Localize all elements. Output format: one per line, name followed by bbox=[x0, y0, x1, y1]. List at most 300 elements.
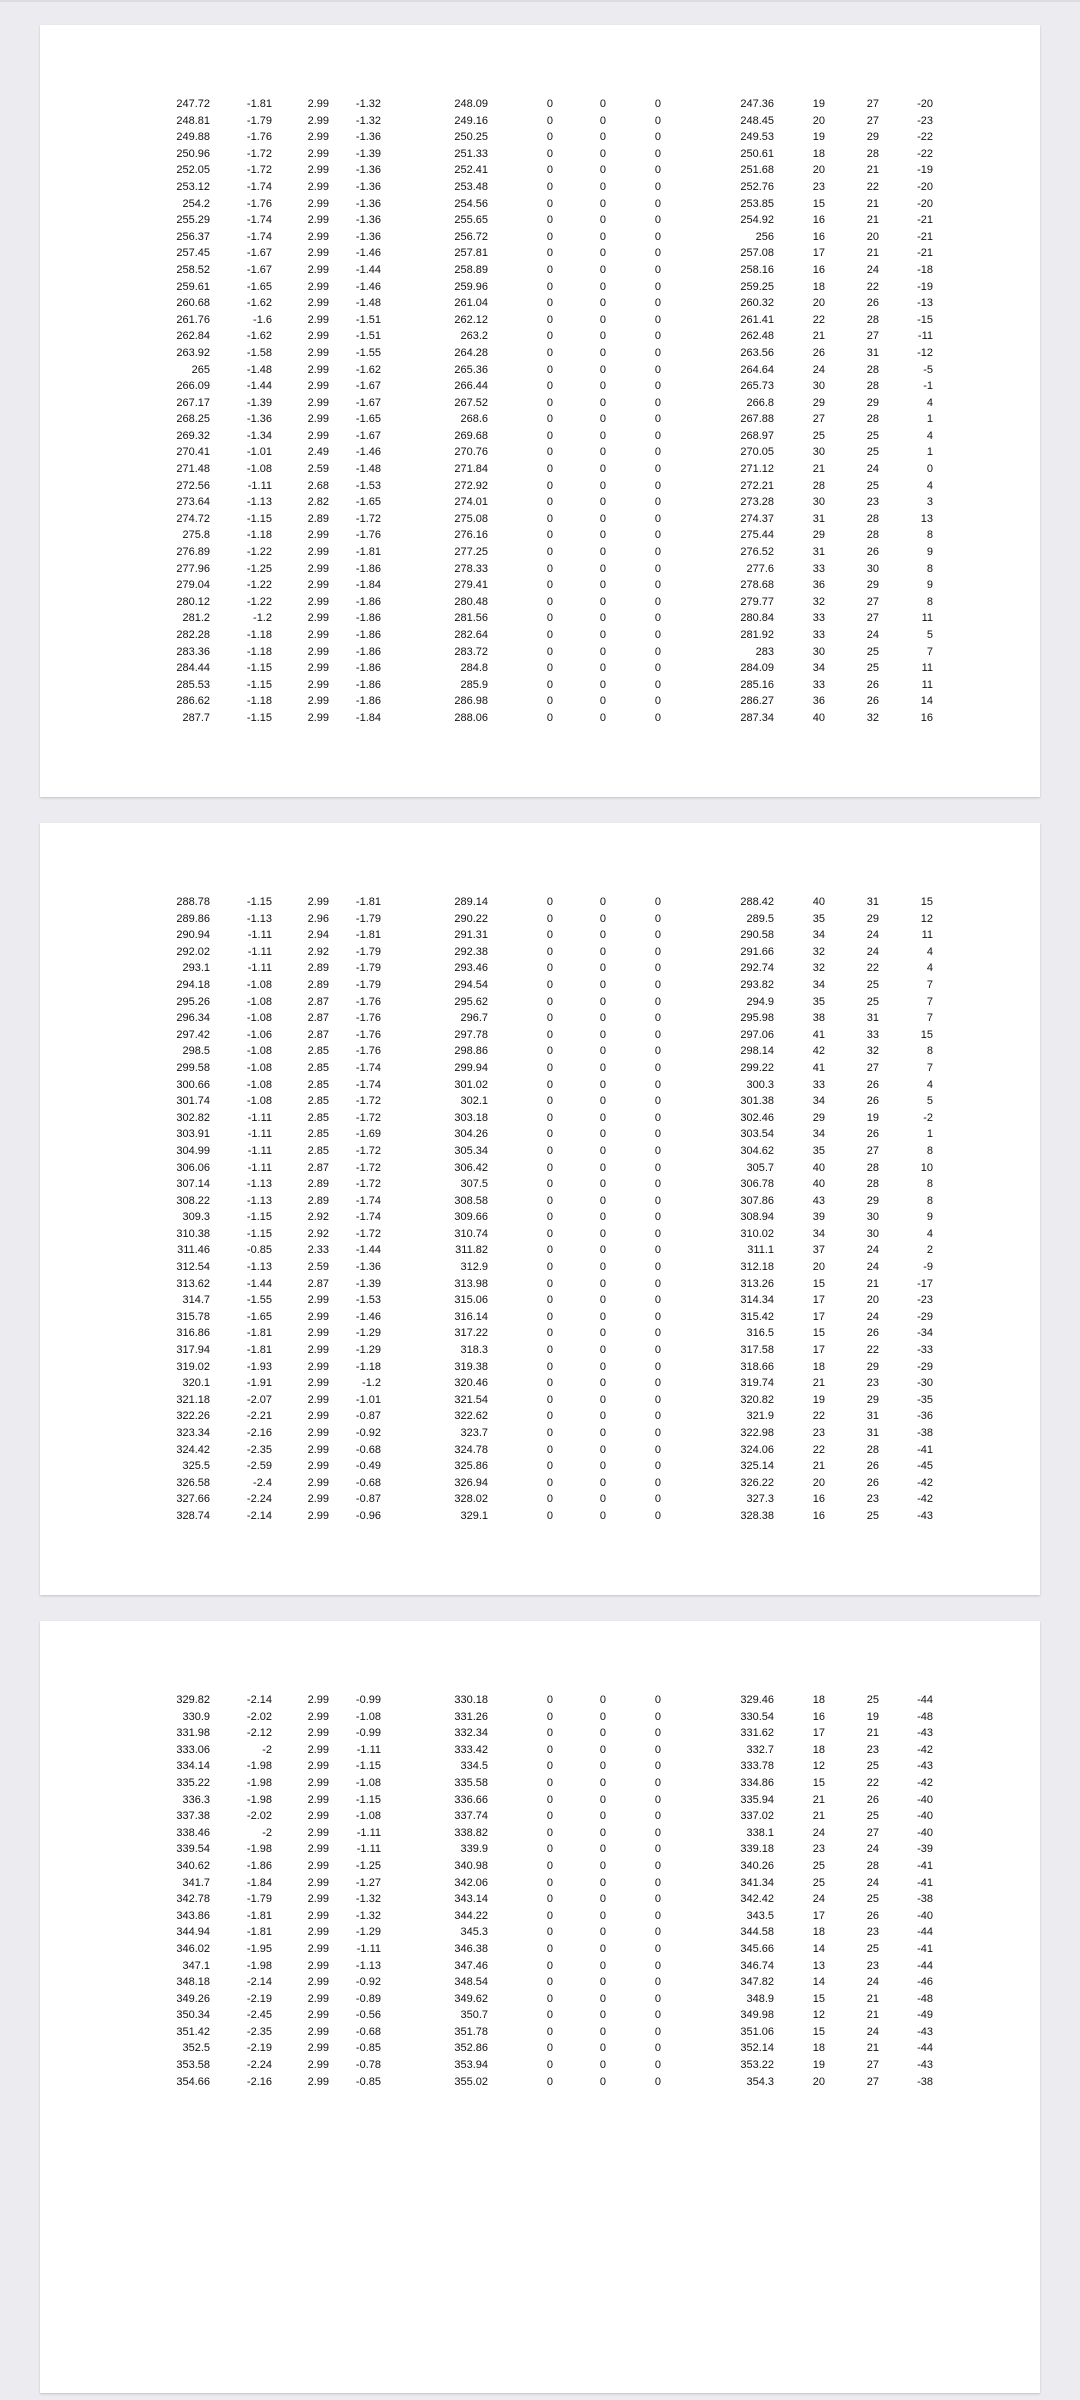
table-cell: -21 bbox=[917, 230, 933, 243]
table-cell: 2.99 bbox=[307, 2025, 329, 2038]
table-cell: 2.99 bbox=[307, 1710, 329, 1723]
table-cell: 0 bbox=[599, 711, 606, 724]
table-cell: 25 bbox=[866, 978, 879, 991]
table-cell: -17 bbox=[917, 1277, 933, 1290]
table-cell: 2.87 bbox=[307, 1028, 329, 1041]
table-cell: 296.7 bbox=[460, 1012, 488, 1025]
table-cell: 267.52 bbox=[454, 396, 488, 409]
table-cell: 17 bbox=[812, 1310, 825, 1323]
table-cell: 0 bbox=[599, 2059, 606, 2072]
table-cell: 2.99 bbox=[307, 579, 329, 592]
table-cell: 2.99 bbox=[307, 2042, 329, 2055]
table-cell: 21 bbox=[866, 214, 879, 227]
table-cell: 0 bbox=[599, 1111, 606, 1124]
table-cell: 324.42 bbox=[176, 1443, 210, 1456]
table-cell: 321.54 bbox=[454, 1393, 488, 1406]
table-cell: -0.99 bbox=[355, 1694, 381, 1706]
table-cell: 0 bbox=[654, 1377, 661, 1390]
table-cell: 2.94 bbox=[307, 929, 329, 942]
table-cell: 312.54 bbox=[176, 1261, 210, 1274]
table-cell: 301.74 bbox=[176, 1095, 210, 1108]
table-cell: 320.1 bbox=[182, 1377, 210, 1390]
table-row bbox=[166, 196, 933, 213]
table-row bbox=[166, 1043, 933, 1060]
table-row bbox=[166, 527, 933, 544]
table-cell: 4 bbox=[926, 1078, 933, 1091]
table-cell: 2.99 bbox=[307, 1344, 329, 1357]
table-cell: 0 bbox=[546, 912, 553, 925]
table-cell: 250.96 bbox=[176, 147, 210, 160]
table-cell: 0 bbox=[546, 1476, 553, 1489]
table-cell: 2.99 bbox=[307, 1992, 329, 2005]
table-cell: 0 bbox=[546, 1493, 553, 1506]
table-cell: 2.99 bbox=[307, 1294, 329, 1307]
table-cell: -36 bbox=[917, 1410, 933, 1423]
table-cell: 290.94 bbox=[176, 929, 210, 942]
table-cell: 0 bbox=[546, 1377, 553, 1390]
table-cell: -1.76 bbox=[246, 131, 272, 144]
table-cell: -1.39 bbox=[246, 396, 272, 409]
table-cell: -0.87 bbox=[355, 1493, 381, 1506]
table-cell: 316.5 bbox=[746, 1327, 774, 1340]
table-cell: -19 bbox=[917, 164, 933, 177]
table-cell: 270.05 bbox=[740, 446, 774, 459]
table-cell: 353.22 bbox=[740, 2059, 774, 2072]
table-cell: 314.34 bbox=[740, 1294, 774, 1307]
table-cell: -1.08 bbox=[246, 1078, 272, 1091]
table-row bbox=[166, 229, 933, 246]
table-cell: 0 bbox=[599, 147, 606, 160]
table-cell: 0 bbox=[599, 1859, 606, 1872]
table-cell: -1.11 bbox=[247, 962, 272, 975]
table-cell: 0 bbox=[599, 197, 606, 210]
table-cell: 20 bbox=[812, 2075, 825, 2088]
table-cell: 0 bbox=[546, 280, 553, 293]
table-row bbox=[166, 1242, 933, 1259]
table-cell: 265.36 bbox=[454, 363, 488, 376]
table-cell: 0 bbox=[599, 297, 606, 310]
table-cell: 28 bbox=[866, 147, 879, 160]
table-cell: 30 bbox=[866, 1211, 879, 1224]
table-row bbox=[166, 1974, 933, 1991]
table-cell: 0 bbox=[654, 1178, 661, 1191]
table-cell: 0 bbox=[546, 562, 553, 575]
table-cell: 287.7 bbox=[182, 711, 210, 724]
table-cell: 348.18 bbox=[176, 1976, 210, 1989]
table-cell: 285.16 bbox=[740, 678, 774, 691]
table-cell: 353.94 bbox=[454, 2059, 488, 2072]
table-cell: 321.9 bbox=[746, 1410, 774, 1423]
table-cell: 0 bbox=[599, 579, 606, 592]
table-cell: 0 bbox=[599, 214, 606, 227]
viewer-top-edge bbox=[0, 0, 1080, 2]
table-cell: 28 bbox=[866, 1161, 879, 1174]
table-cell: 2.99 bbox=[307, 1909, 329, 1922]
table-cell: 26 bbox=[866, 1476, 879, 1489]
table-cell: 322.98 bbox=[740, 1427, 774, 1439]
table-cell: 0 bbox=[654, 496, 661, 509]
table-cell: 0 bbox=[546, 247, 553, 260]
table-cell: 0 bbox=[599, 1909, 606, 1922]
table-cell: -44 bbox=[917, 2042, 933, 2055]
table-cell: 5 bbox=[926, 629, 933, 641]
table-cell: 20 bbox=[866, 230, 879, 243]
table-cell: 4 bbox=[926, 962, 933, 975]
table-cell: -23 bbox=[917, 114, 933, 127]
table-cell: 32 bbox=[812, 962, 825, 975]
table-row bbox=[166, 1508, 933, 1525]
table-cell: 0 bbox=[546, 297, 553, 310]
table-cell: 2.99 bbox=[307, 1377, 329, 1390]
table-cell: 319.74 bbox=[740, 1377, 774, 1390]
table-cell: 41 bbox=[812, 1061, 825, 1074]
table-cell: -1.13 bbox=[355, 1959, 381, 1972]
table-cell: -1.11 bbox=[247, 1128, 272, 1141]
table-cell: 271.48 bbox=[176, 463, 210, 476]
table-row bbox=[166, 1392, 933, 1409]
table-row bbox=[166, 944, 933, 961]
table-cell: 36 bbox=[812, 695, 825, 708]
table-cell: 0 bbox=[546, 962, 553, 975]
table-cell: 328.74 bbox=[176, 1509, 210, 1522]
table-cell: -1.55 bbox=[355, 346, 381, 359]
table-cell: 0 bbox=[654, 2025, 661, 2038]
table-row bbox=[166, 1709, 933, 1726]
table-cell: 279.41 bbox=[454, 579, 488, 592]
table-cell: 0 bbox=[654, 1028, 661, 1041]
table-cell: 0 bbox=[546, 2042, 553, 2055]
table-row bbox=[166, 1408, 933, 1425]
table-cell: 31 bbox=[866, 1427, 879, 1439]
table-cell: 0 bbox=[654, 330, 661, 343]
table-cell: -1.36 bbox=[355, 230, 381, 243]
table-cell: 33 bbox=[812, 562, 825, 575]
table-cell: 25 bbox=[866, 479, 879, 492]
table-cell: -1.08 bbox=[355, 1710, 381, 1723]
table-cell: 280.84 bbox=[740, 612, 774, 625]
table-cell: -1.67 bbox=[355, 396, 381, 409]
table-row bbox=[166, 1475, 933, 1492]
table-cell: 281.92 bbox=[740, 629, 774, 641]
table-cell: -0.92 bbox=[355, 1976, 381, 1989]
table-cell: -1.11 bbox=[356, 1843, 381, 1856]
table-cell: 336.66 bbox=[454, 1793, 488, 1806]
table-cell: 0 bbox=[599, 413, 606, 426]
table-cell: 255.29 bbox=[176, 214, 210, 227]
table-cell: -1.15 bbox=[246, 1227, 272, 1240]
table-cell: 349.98 bbox=[740, 2009, 774, 2022]
table-cell: 24 bbox=[866, 629, 879, 641]
table-cell: 29 bbox=[866, 1393, 879, 1406]
table-cell: 36 bbox=[812, 579, 825, 592]
table-cell: 2.87 bbox=[307, 995, 329, 1008]
table-cell: -42 bbox=[917, 1476, 933, 1489]
table-cell: 16 bbox=[812, 263, 825, 276]
table-cell: 18 bbox=[812, 1360, 825, 1373]
table-cell: 24 bbox=[866, 1310, 879, 1323]
table-cell: 31 bbox=[866, 1410, 879, 1423]
table-cell: 2.99 bbox=[307, 330, 329, 343]
table-cell: -1.01 bbox=[355, 1393, 381, 1406]
table-cell: 2.99 bbox=[307, 562, 329, 575]
table-cell: 269.68 bbox=[454, 429, 488, 442]
table-cell: -38 bbox=[917, 1893, 933, 1906]
table-cell: 0 bbox=[654, 1277, 661, 1290]
table-row bbox=[166, 693, 933, 710]
table-cell: 279.77 bbox=[740, 595, 774, 608]
table-cell: 0 bbox=[546, 2025, 553, 2038]
table-cell: -1.2 bbox=[362, 1377, 381, 1390]
table-cell: -1.65 bbox=[246, 280, 272, 293]
table-cell: 0 bbox=[546, 1161, 553, 1174]
table-cell: 0 bbox=[599, 98, 606, 110]
table-cell: 2.99 bbox=[307, 346, 329, 359]
table-cell: 28 bbox=[866, 1859, 879, 1872]
table-cell: 0 bbox=[546, 98, 553, 110]
table-cell: 26 bbox=[866, 1078, 879, 1091]
table-cell: 2.85 bbox=[307, 1045, 329, 1058]
table-cell: 308.58 bbox=[454, 1194, 488, 1207]
table-cell: 271.12 bbox=[740, 463, 774, 476]
table-cell: -1.74 bbox=[355, 1078, 381, 1091]
table-cell: -0.87 bbox=[355, 1410, 381, 1423]
table-row bbox=[166, 1924, 933, 1941]
table-cell: 0 bbox=[654, 164, 661, 177]
table-cell: 23 bbox=[866, 1743, 879, 1756]
table-cell: -1.15 bbox=[246, 896, 272, 908]
table-row bbox=[166, 1692, 933, 1709]
table-cell: 2.99 bbox=[307, 363, 329, 376]
table-cell: -1.72 bbox=[355, 512, 381, 525]
table-cell: 317.58 bbox=[740, 1344, 774, 1357]
table-cell: 0 bbox=[599, 1843, 606, 1856]
table-cell: 301.02 bbox=[454, 1078, 488, 1091]
table-cell: -49 bbox=[917, 2009, 933, 2022]
table-cell: 304.26 bbox=[454, 1128, 488, 1141]
table-cell: 0 bbox=[599, 1876, 606, 1889]
table-cell: 264.64 bbox=[740, 363, 774, 376]
table-cell: 267.17 bbox=[176, 396, 210, 409]
table-cell: 1 bbox=[926, 1128, 933, 1141]
table-cell: 0 bbox=[599, 595, 606, 608]
table-cell: 24 bbox=[812, 363, 825, 376]
table-cell: 21 bbox=[812, 463, 825, 476]
table-cell: 0 bbox=[546, 929, 553, 942]
table-cell: 280.12 bbox=[176, 595, 210, 608]
table-row bbox=[166, 345, 933, 362]
table-row bbox=[166, 1359, 933, 1376]
table-cell: 0 bbox=[654, 912, 661, 925]
table-cell: 262.84 bbox=[176, 330, 210, 343]
table-cell: 0 bbox=[654, 446, 661, 459]
table-cell: 30 bbox=[866, 562, 879, 575]
table-cell: -41 bbox=[917, 1859, 933, 1872]
table-cell: 342.06 bbox=[454, 1876, 488, 1889]
table-cell: 0 bbox=[546, 2075, 553, 2088]
table-row bbox=[166, 927, 933, 944]
table-cell: -41 bbox=[917, 1443, 933, 1456]
table-cell: -1.62 bbox=[246, 297, 272, 310]
table-cell: 0 bbox=[654, 280, 661, 293]
table-cell: 326.22 bbox=[740, 1476, 774, 1489]
table-cell: -1.36 bbox=[355, 131, 381, 144]
table-cell: 0 bbox=[599, 1710, 606, 1723]
table-cell: 0 bbox=[599, 1227, 606, 1240]
table-cell: 0 bbox=[654, 695, 661, 708]
table-row bbox=[166, 428, 933, 445]
table-cell: 0 bbox=[654, 114, 661, 127]
table-cell: 30 bbox=[812, 645, 825, 658]
table-cell: 2.87 bbox=[307, 1161, 329, 1174]
table-cell: 302.82 bbox=[176, 1111, 210, 1124]
table-cell: 29 bbox=[812, 1111, 825, 1124]
table-cell: 0 bbox=[599, 2075, 606, 2088]
table-cell: 277.25 bbox=[454, 546, 488, 559]
table-cell: 0 bbox=[654, 1310, 661, 1323]
table-cell: 17 bbox=[812, 247, 825, 260]
table-cell: -1.18 bbox=[246, 629, 272, 641]
table-cell: 8 bbox=[926, 562, 933, 575]
table-cell: -1.36 bbox=[355, 197, 381, 210]
table-cell: -1.86 bbox=[355, 629, 381, 641]
table-cell: 7 bbox=[926, 1012, 933, 1025]
table-cell: -1.25 bbox=[246, 562, 272, 575]
table-cell: 0 bbox=[654, 1211, 661, 1224]
table-row bbox=[166, 1176, 933, 1193]
table-row bbox=[166, 1143, 933, 1160]
table-cell: 315.42 bbox=[740, 1310, 774, 1323]
table-cell: 0 bbox=[654, 197, 661, 210]
table-cell: 266.44 bbox=[454, 380, 488, 393]
table-cell: 309.66 bbox=[454, 1211, 488, 1224]
table-cell: 0 bbox=[654, 1942, 661, 1955]
table-cell: 19 bbox=[866, 1710, 879, 1723]
table-cell: 0 bbox=[546, 1909, 553, 1922]
table-cell: 0 bbox=[654, 1727, 661, 1740]
table-cell: 2.99 bbox=[307, 1926, 329, 1939]
table-cell: -1.08 bbox=[246, 995, 272, 1008]
table-cell: 21 bbox=[812, 330, 825, 343]
table-row bbox=[166, 328, 933, 345]
table-cell: 297.06 bbox=[740, 1028, 774, 1041]
table-cell: -2.14 bbox=[246, 1509, 272, 1522]
table-cell: 0 bbox=[546, 612, 553, 625]
table-cell: 21 bbox=[812, 1810, 825, 1823]
table-cell: 31 bbox=[812, 546, 825, 559]
table-cell: 2.99 bbox=[307, 1776, 329, 1789]
table-cell: 18 bbox=[812, 147, 825, 160]
table-cell: 11 bbox=[921, 929, 933, 942]
table-cell: -41 bbox=[917, 1942, 933, 1955]
table-cell: -0.56 bbox=[355, 2009, 381, 2022]
table-cell: -1.81 bbox=[246, 98, 272, 110]
table-row bbox=[166, 295, 933, 312]
table-cell: 259.61 bbox=[176, 280, 210, 293]
table-cell: -1.79 bbox=[355, 945, 381, 958]
table-cell: 15 bbox=[920, 896, 933, 908]
table-cell: 3 bbox=[926, 496, 933, 509]
table-cell: 0 bbox=[546, 1976, 553, 1989]
table-cell: 2.99 bbox=[307, 595, 329, 608]
table-cell: 0 bbox=[654, 1694, 661, 1706]
table-cell: 337.02 bbox=[740, 1810, 774, 1823]
table-cell: -1.36 bbox=[246, 413, 272, 426]
table-cell: 288.78 bbox=[176, 896, 210, 908]
table-cell: 33 bbox=[812, 612, 825, 625]
table-cell: 340.62 bbox=[176, 1859, 210, 1872]
table-cell: 18 bbox=[812, 1743, 825, 1756]
table-cell: 0 bbox=[654, 678, 661, 691]
table-cell: -2.21 bbox=[246, 1410, 272, 1423]
table-cell: 355.02 bbox=[454, 2075, 488, 2088]
table-cell: 5 bbox=[926, 1095, 933, 1108]
table-cell: 0 bbox=[654, 1493, 661, 1506]
table-cell: -1.69 bbox=[355, 1128, 381, 1141]
table-cell: -40 bbox=[917, 1826, 933, 1839]
table-cell: -1.15 bbox=[355, 1793, 381, 1806]
table-row bbox=[166, 610, 933, 627]
table-cell: -1.53 bbox=[355, 479, 381, 492]
table-cell: 258.16 bbox=[740, 263, 774, 276]
table-cell: -2.02 bbox=[246, 1710, 272, 1723]
table-cell: -1.18 bbox=[355, 1360, 381, 1373]
table-cell: 2.99 bbox=[307, 247, 329, 260]
table-cell: -1.81 bbox=[246, 1344, 272, 1357]
table-row bbox=[166, 113, 933, 130]
table-cell: 12 bbox=[920, 912, 933, 925]
table-cell: 8 bbox=[926, 1045, 933, 1058]
table-cell: 335.58 bbox=[454, 1776, 488, 1789]
table-cell: -1.84 bbox=[355, 579, 381, 592]
table-cell: 0 bbox=[654, 1012, 661, 1025]
table-cell: 0 bbox=[599, 1810, 606, 1823]
table-cell: 0 bbox=[599, 1743, 606, 1756]
table-cell: 20 bbox=[866, 1294, 879, 1307]
table-cell: 0 bbox=[654, 1294, 661, 1307]
table-cell: -1.86 bbox=[355, 662, 381, 675]
table-cell: 344.22 bbox=[454, 1909, 488, 1922]
table-cell: 7 bbox=[926, 978, 933, 991]
table-cell: -1.62 bbox=[246, 330, 272, 343]
table-cell: -1.55 bbox=[246, 1294, 272, 1307]
table-cell: 0 bbox=[599, 1327, 606, 1340]
table-cell: 25 bbox=[866, 1810, 879, 1823]
table-cell: 2.99 bbox=[307, 413, 329, 426]
data-table bbox=[166, 96, 933, 727]
table-cell: -1.6 bbox=[253, 313, 272, 326]
table-cell: 293.1 bbox=[182, 962, 210, 975]
table-cell: -2.59 bbox=[246, 1460, 272, 1473]
table-cell: -1.86 bbox=[355, 612, 381, 625]
table-cell: -1.74 bbox=[355, 1211, 381, 1224]
table-cell: 0 bbox=[546, 1410, 553, 1423]
table-cell: 30 bbox=[866, 1227, 879, 1240]
table-cell: 0 bbox=[654, 413, 661, 426]
table-cell: 331.98 bbox=[176, 1727, 210, 1740]
table-cell: 30 bbox=[812, 446, 825, 459]
table-cell: -1.15 bbox=[355, 1760, 381, 1773]
table-cell: 261.41 bbox=[740, 313, 774, 326]
table-cell: 25 bbox=[866, 429, 879, 442]
table-cell: -20 bbox=[917, 197, 933, 210]
table-row bbox=[166, 245, 933, 262]
table-cell: 0 bbox=[599, 662, 606, 675]
table-row bbox=[166, 1325, 933, 1342]
table-cell: 0 bbox=[546, 180, 553, 193]
table-cell: 351.78 bbox=[454, 2025, 488, 2038]
table-cell: 266.8 bbox=[746, 396, 774, 409]
table-cell: 2.59 bbox=[307, 463, 329, 476]
